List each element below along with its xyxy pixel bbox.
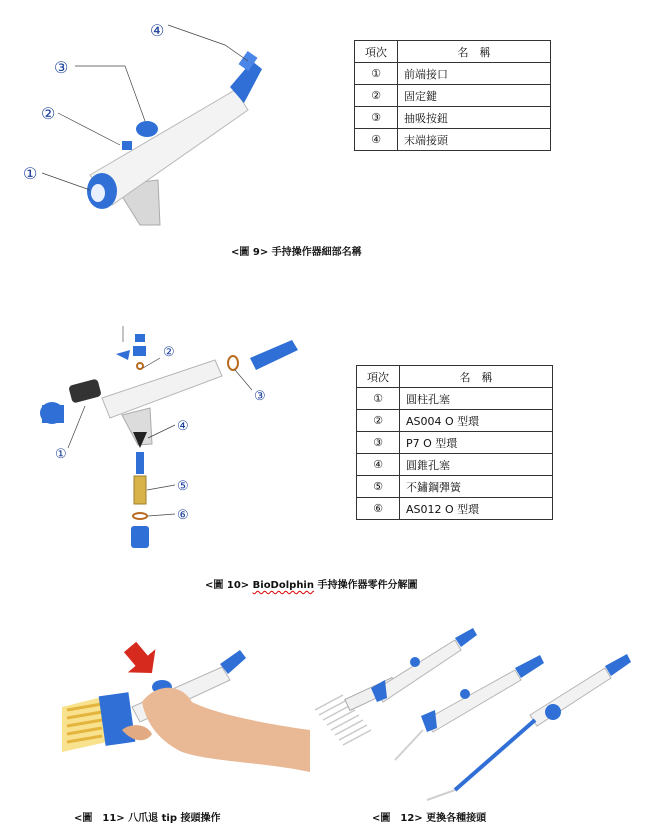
row-name: 抽吸按鈕 bbox=[398, 107, 551, 129]
figure10-caption bbox=[205, 576, 417, 591]
figure10-exploded-view-illustration bbox=[30, 320, 330, 560]
figure11-tip-eject-photo bbox=[62, 612, 310, 792]
table-row bbox=[357, 410, 553, 432]
table-row bbox=[357, 498, 553, 520]
caption-prefix: <圖 10> bbox=[205, 580, 253, 591]
row-name: 固定鍵 bbox=[398, 85, 551, 107]
callout-3: ③ bbox=[254, 389, 266, 404]
table-row bbox=[355, 63, 551, 85]
table-header-row bbox=[355, 41, 551, 63]
figure9-handpiece-illustration bbox=[20, 15, 340, 240]
column-header-num: 項次 bbox=[355, 41, 398, 63]
row-name: AS012 O 型環 bbox=[400, 498, 553, 520]
row-num: ③ bbox=[355, 107, 398, 129]
table-row bbox=[355, 129, 551, 151]
figure10-parts-table bbox=[356, 365, 553, 520]
row-num: ④ bbox=[355, 129, 398, 151]
row-name: AS004 O 型環 bbox=[400, 410, 553, 432]
row-name: P7 O 型環 bbox=[400, 432, 553, 454]
row-name: 不鏽鋼彈簧 bbox=[400, 476, 553, 498]
callout-3: ③ bbox=[54, 58, 69, 77]
table-row bbox=[355, 85, 551, 107]
row-num: ② bbox=[357, 410, 400, 432]
table-row bbox=[357, 476, 553, 498]
row-name: 末端接頭 bbox=[398, 129, 551, 151]
figure12-caption: <圖 12> 更換各種接頭 bbox=[372, 813, 487, 824]
row-num: ① bbox=[355, 63, 398, 85]
row-num: ③ bbox=[357, 432, 400, 454]
column-header-num: 項次 bbox=[357, 366, 400, 388]
figure9-parts-table bbox=[354, 40, 551, 151]
callout-6: ⑥ bbox=[177, 508, 189, 523]
caption-suffix: 手持操作器零件分解圖 bbox=[313, 580, 418, 591]
column-header-name: 名 稱 bbox=[398, 41, 551, 63]
callout-4: ④ bbox=[150, 21, 165, 40]
column-header-name: 名 稱 bbox=[400, 366, 553, 388]
caption-brand: BioDolphin bbox=[252, 580, 314, 591]
row-num: ① bbox=[357, 388, 400, 410]
callout-4: ④ bbox=[177, 419, 189, 434]
table-row bbox=[355, 107, 551, 129]
row-name: 圓錐孔塞 bbox=[400, 454, 553, 476]
row-num: ⑤ bbox=[357, 476, 400, 498]
row-num: ④ bbox=[357, 454, 400, 476]
callout-2: ② bbox=[163, 345, 175, 360]
table-row bbox=[357, 432, 553, 454]
row-num: ② bbox=[355, 85, 398, 107]
table-header-row bbox=[357, 366, 553, 388]
callout-1: ① bbox=[55, 447, 67, 462]
row-num: ⑥ bbox=[357, 498, 400, 520]
callout-2: ② bbox=[41, 104, 56, 123]
callout-5: ⑤ bbox=[177, 479, 189, 494]
figure9-caption: <圖 9> 手持操作器細部名稱 bbox=[231, 247, 362, 258]
row-name: 前端接口 bbox=[398, 63, 551, 85]
figure12-connectors-photo bbox=[315, 620, 635, 800]
callout-1: ① bbox=[23, 164, 38, 183]
figure11-caption: <圖 11> 八爪退 tip 接頭操作 bbox=[74, 813, 221, 824]
table-row bbox=[357, 454, 553, 476]
row-name: 圓柱孔塞 bbox=[400, 388, 553, 410]
table-row bbox=[357, 388, 553, 410]
